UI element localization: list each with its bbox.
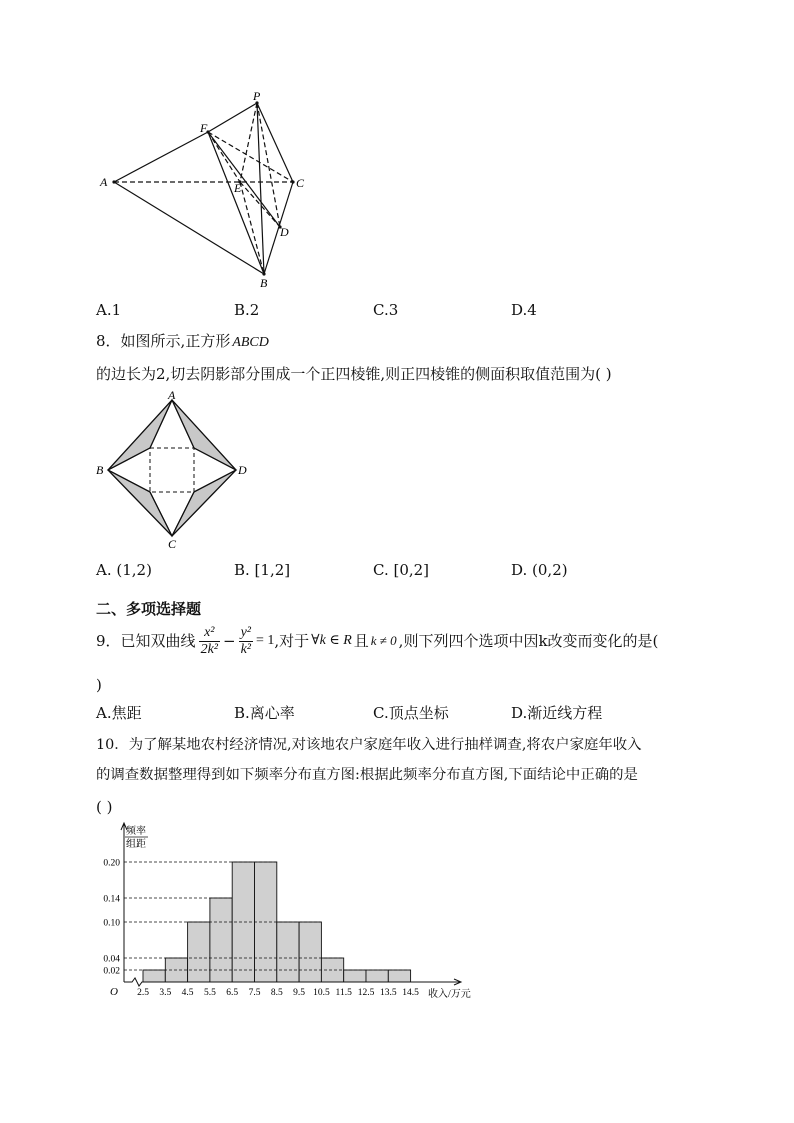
y-tick-label: 0.14 — [103, 894, 120, 905]
x-tick-label: 4.5 — [181, 988, 194, 998]
histogram-bar — [188, 922, 210, 982]
q9-forall: ∀k ∈ R — [311, 633, 352, 648]
q9-option-d[interactable]: D.渐近线方程 — [511, 704, 603, 722]
x-tick-label: 13.5 — [379, 988, 397, 998]
q9-pre: 已知双曲线 — [120, 632, 196, 650]
q9-option-a[interactable]: A.焦距 — [96, 704, 142, 722]
q7-option-b[interactable]: B.2 — [234, 301, 260, 319]
q8-line2: 的边长为2,切去阴影部分围成一个正四棱锥,则正四棱锥的侧面积取值范围为( ) — [96, 365, 612, 383]
x-tick-label: 14.5 — [402, 988, 419, 998]
vertex-c-label: C — [296, 176, 305, 190]
q8-square-name: ABCD — [232, 335, 269, 350]
vertex-p-label: P — [253, 90, 261, 103]
q9-close-paren: ) — [96, 676, 102, 694]
q9-option-c[interactable]: C.顶点坐标 — [373, 704, 449, 722]
q9-post: ,则下列四个选项中因k改变而变化的是( — [398, 632, 659, 650]
q8-option-c[interactable]: C. [0,2] — [373, 561, 430, 579]
origin-label: O — [110, 986, 118, 998]
q9-number: 9． — [96, 632, 121, 650]
square-b-label: B — [96, 463, 104, 477]
histogram-bar — [277, 922, 299, 982]
vertex-d-label: D — [280, 225, 289, 239]
section-title: 二、多项选择题 — [96, 600, 202, 618]
x-tick-label: 9.5 — [293, 988, 306, 998]
q8-intro: 如图所示,正方形 — [120, 332, 231, 350]
x-tick-label: 6.5 — [226, 988, 239, 998]
q9-line1 — [96, 620, 706, 662]
q7-option-c[interactable]: C.3 — [373, 301, 399, 319]
q9-frac2-num: y² — [240, 624, 251, 640]
q9-option-b[interactable]: B.离心率 — [234, 704, 295, 722]
histogram-chart — [90, 820, 490, 1005]
q9-minus: − — [222, 632, 236, 650]
histogram-bar — [210, 898, 232, 982]
x-tick-label: 12.5 — [357, 988, 375, 998]
y-tick-label: 0.20 — [103, 858, 120, 869]
x-tick-label: 3.5 — [159, 988, 172, 998]
histogram-bar — [366, 970, 388, 982]
x-tick-label: 10.5 — [313, 988, 330, 998]
histogram-bar — [344, 970, 366, 982]
y-tick-label: 0.10 — [103, 918, 120, 929]
q10-line2: 的调查数据整理得到如下频率分布直方图:根据此频率分布直方图,下面结论中正确的是 — [96, 767, 638, 783]
q7-option-d[interactable]: D.4 — [511, 301, 537, 319]
q7-option-a[interactable]: A.1 — [96, 301, 122, 319]
histogram-bar — [388, 970, 410, 982]
q9-fraction-x — [199, 625, 220, 658]
q9-mid: ,对于 — [274, 632, 310, 650]
square-c-label: C — [168, 537, 177, 550]
q8-number: 8． — [96, 332, 121, 350]
histogram-bar — [143, 970, 165, 982]
vertex-a-label: A — [100, 175, 108, 189]
y-tick-label: 0.02 — [103, 966, 120, 977]
q9-fraction-y — [239, 625, 253, 658]
q9-and: 且 — [353, 632, 369, 650]
vertex-e-label: E — [234, 181, 242, 195]
q10-line3: ( ) — [96, 798, 113, 816]
square-figure — [92, 390, 252, 550]
q9-cond: k ≠ 0 — [370, 633, 397, 648]
x-tick-label: 7.5 — [248, 988, 261, 998]
square-a-label: A — [168, 390, 176, 402]
vertex-f-label: F — [200, 121, 208, 135]
y-axis-label-top: 频率 — [126, 826, 146, 837]
y-axis-label-bottom: 组距 — [126, 839, 146, 850]
pyramid-figure — [90, 90, 320, 290]
q8-line1 — [96, 331, 269, 353]
q9-frac1-den: 2k² — [200, 641, 218, 657]
q8-option-a[interactable]: A. (1,2) — [96, 561, 152, 579]
y-tick-label: 0.04 — [103, 954, 120, 965]
x-tick-label: 8.5 — [270, 988, 283, 998]
q8-option-b[interactable]: B. [1,2] — [234, 561, 291, 579]
q9-eq: = 1 — [255, 633, 275, 648]
histogram-bar — [299, 922, 321, 982]
q9-frac2-den: k² — [240, 641, 251, 657]
square-d-label: D — [238, 463, 247, 477]
q9-frac1-num: x² — [199, 625, 220, 642]
x-tick-label: 5.5 — [203, 988, 216, 998]
x-tick-label: 2.5 — [137, 988, 149, 998]
x-tick-label: 11.5 — [335, 988, 352, 998]
vertex-b-label: B — [260, 276, 268, 290]
q8-option-d[interactable]: D. (0,2) — [511, 561, 568, 579]
q10-line1: 10．为了解某地农村经济情况,对该地农户家庭年收入进行抽样调查,将农户家庭年收入 — [96, 737, 642, 753]
x-axis-label: 收入/万元 — [428, 989, 471, 1000]
